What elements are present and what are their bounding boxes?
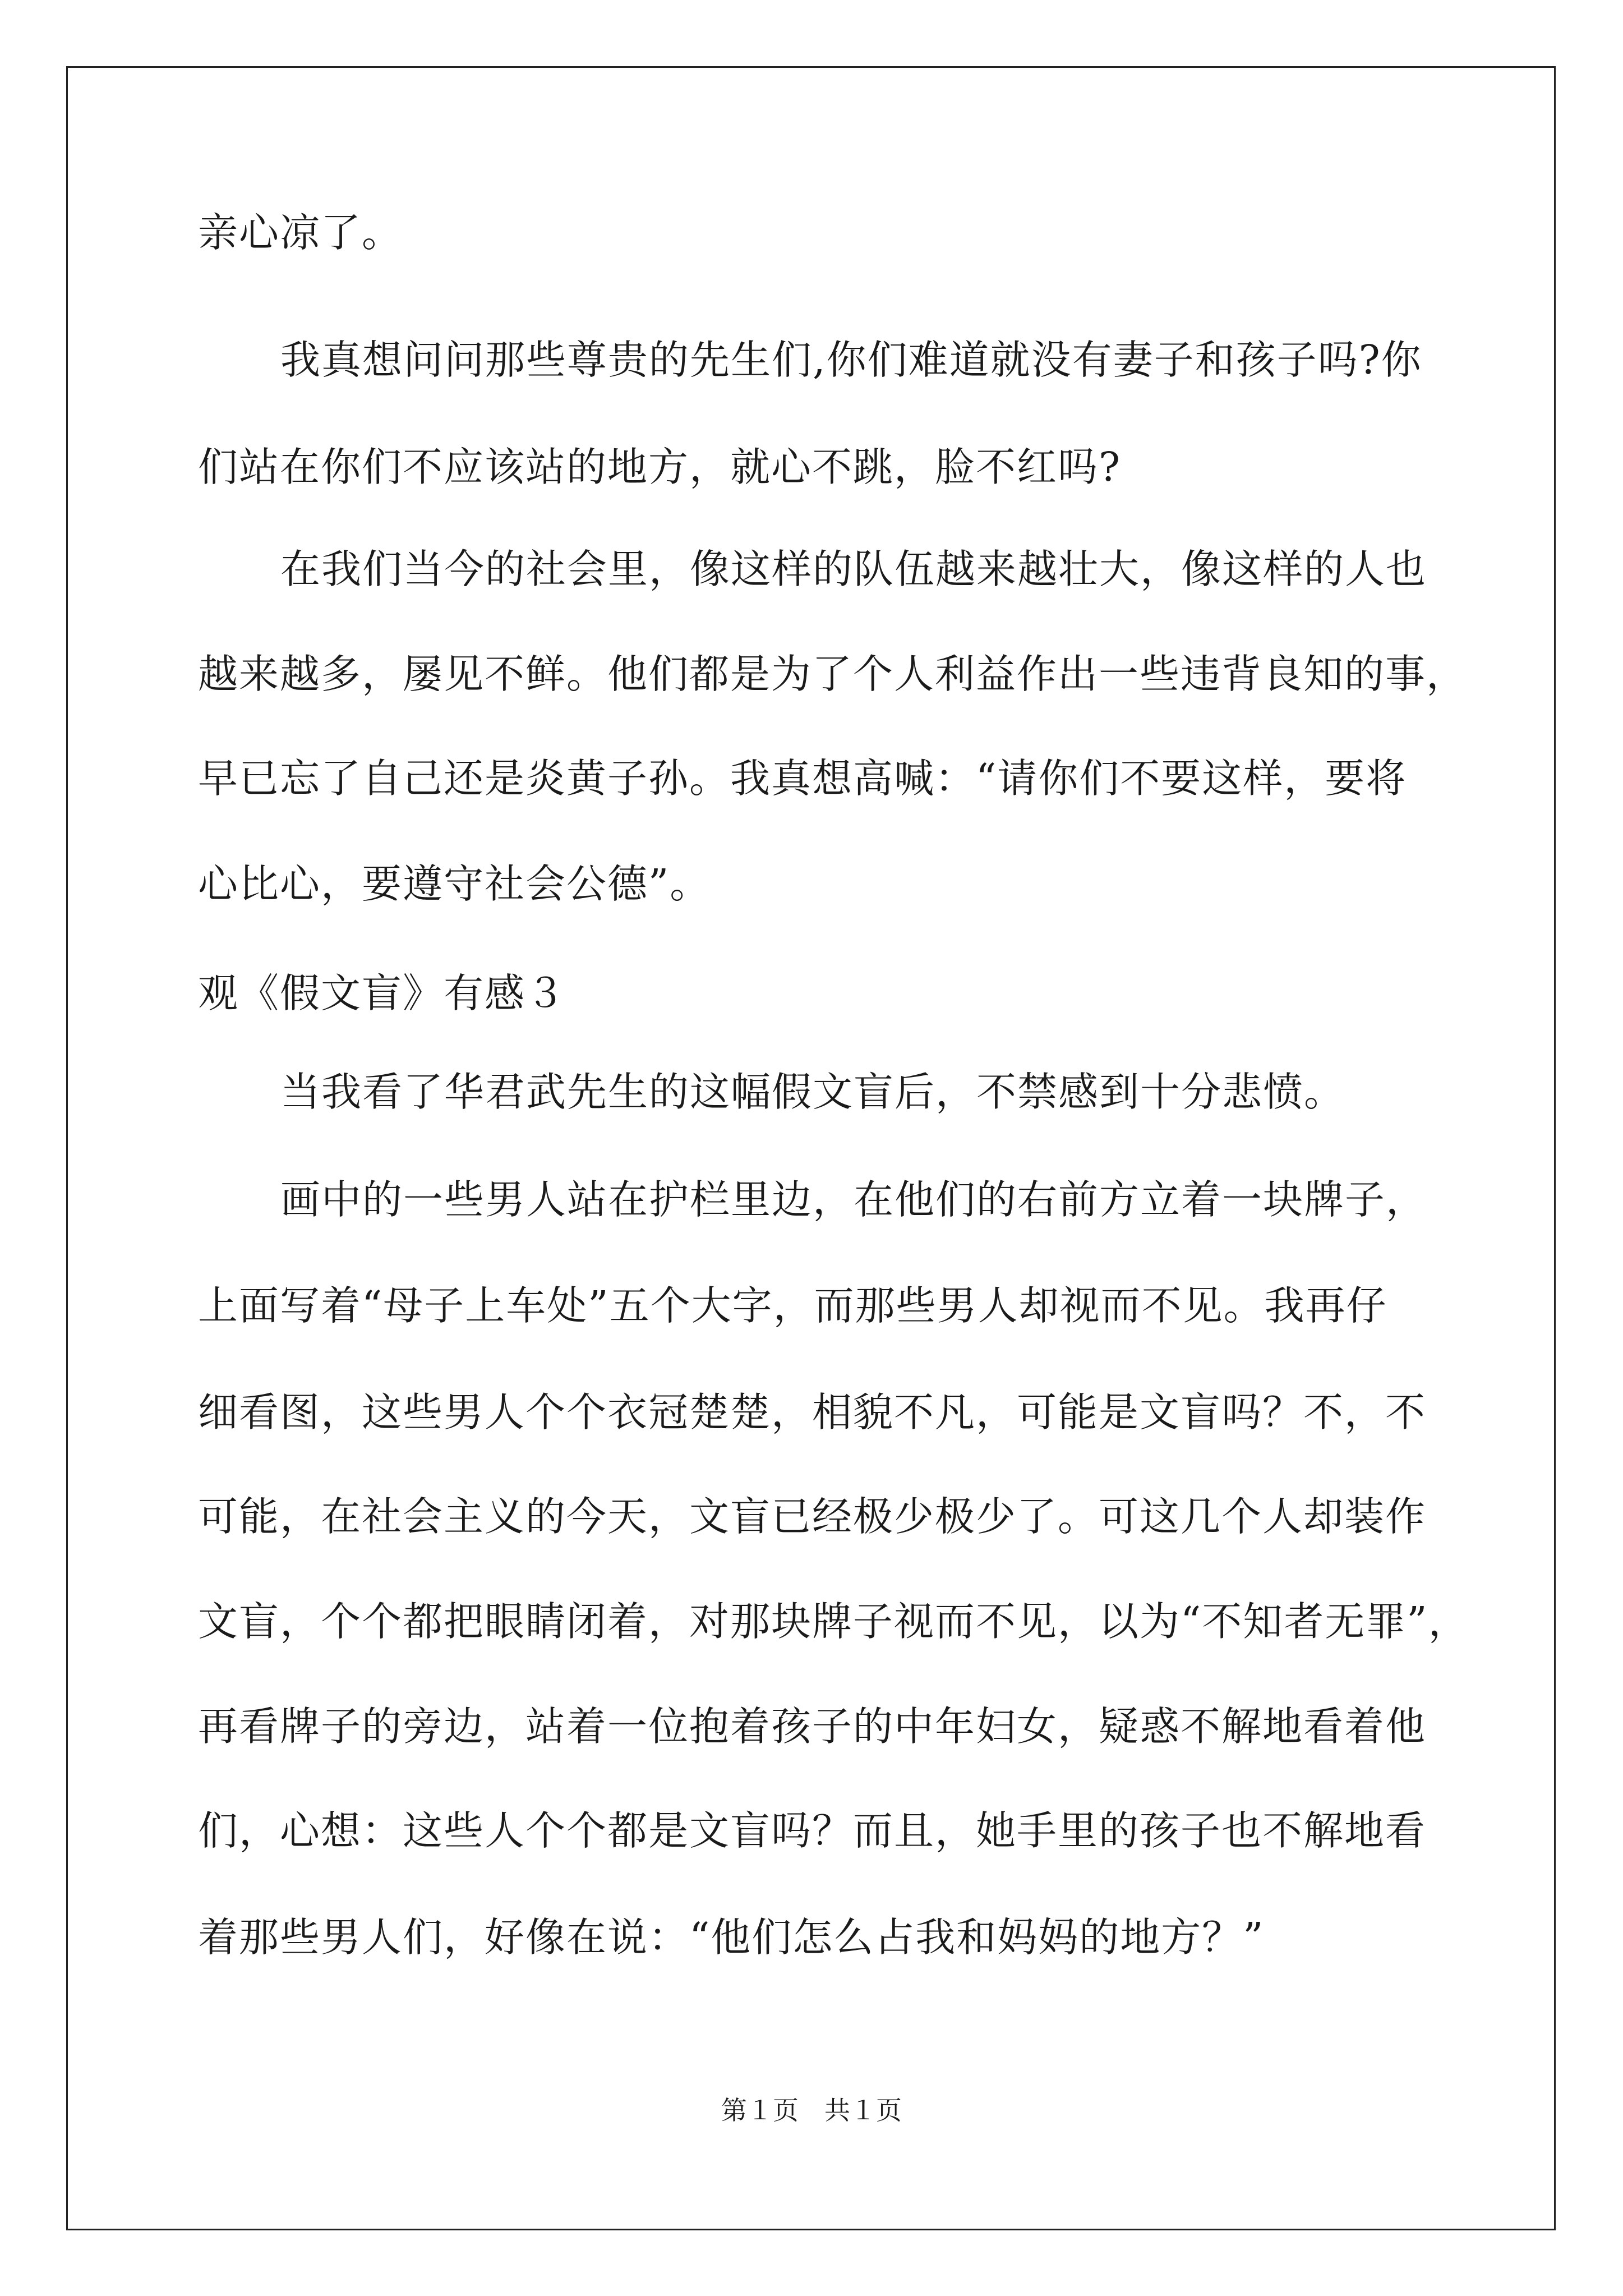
- paragraph-line: 细看图，这些男人个个衣冠楚楚，相貌不凡，可能是文盲吗？不，不: [198, 1389, 1427, 1435]
- paragraph-line: 越来越多，屡见不鲜。他们都是为了个人利益作出一些违背良知的事，: [198, 651, 1468, 697]
- paragraph-line: 着那些男人们，好像在说：“他们怎么占我和妈妈的地方？”: [198, 1914, 1265, 1961]
- paragraph-line: 画中的一些男人站在护栏里边，在他们的右前方立着一块牌子，: [280, 1176, 1427, 1223]
- paragraph-line: 亲心凉了。: [198, 209, 403, 256]
- paragraph-line: 再看牌子的旁边，站着一位抱着孩子的中年妇女，疑惑不解地看着他: [198, 1703, 1427, 1750]
- paragraph-line: 在我们当今的社会里，像这样的队伍越来越壮大，像这样的人也: [280, 546, 1427, 592]
- section-heading: 观《假文盲》有感３: [198, 970, 567, 1016]
- paragraph-line: 可能，在社会主义的今天，文盲已经极少极少了。可这几个人却装作: [198, 1493, 1427, 1540]
- paragraph-line: 当我看了华君武先生的这幅假文盲后，不禁感到十分悲愤。: [280, 1069, 1345, 1115]
- paragraph-line: 上面写着“母子上车处”五个大字，而那些男人却视而不见。我再仔: [198, 1282, 1387, 1329]
- paragraph-line: 我真想问问那些尊贵的先生们,你们难道就没有妻子和孩子吗?你: [280, 337, 1422, 383]
- page-border: [66, 66, 1556, 2230]
- paragraph-line: 早已忘了自己还是炎黄子孙。我真想高喊：“请你们不要这样，要将: [198, 755, 1407, 802]
- paragraph-line: 心比心，要遵守社会公德”。: [198, 861, 711, 907]
- page-number: 第１页 共１页: [721, 2095, 902, 2125]
- paragraph-line: 们站在你们不应该站的地方，就心不跳，脸不红吗?: [198, 444, 1122, 490]
- paragraph-line: 文盲，个个都把眼睛闭着，对那块牌子视而不见，以为“不知者无罪”，: [198, 1598, 1469, 1645]
- paragraph-line: 们，心想：这些人个个都是文盲吗？而且，她手里的孩子也不解地看: [198, 1807, 1427, 1854]
